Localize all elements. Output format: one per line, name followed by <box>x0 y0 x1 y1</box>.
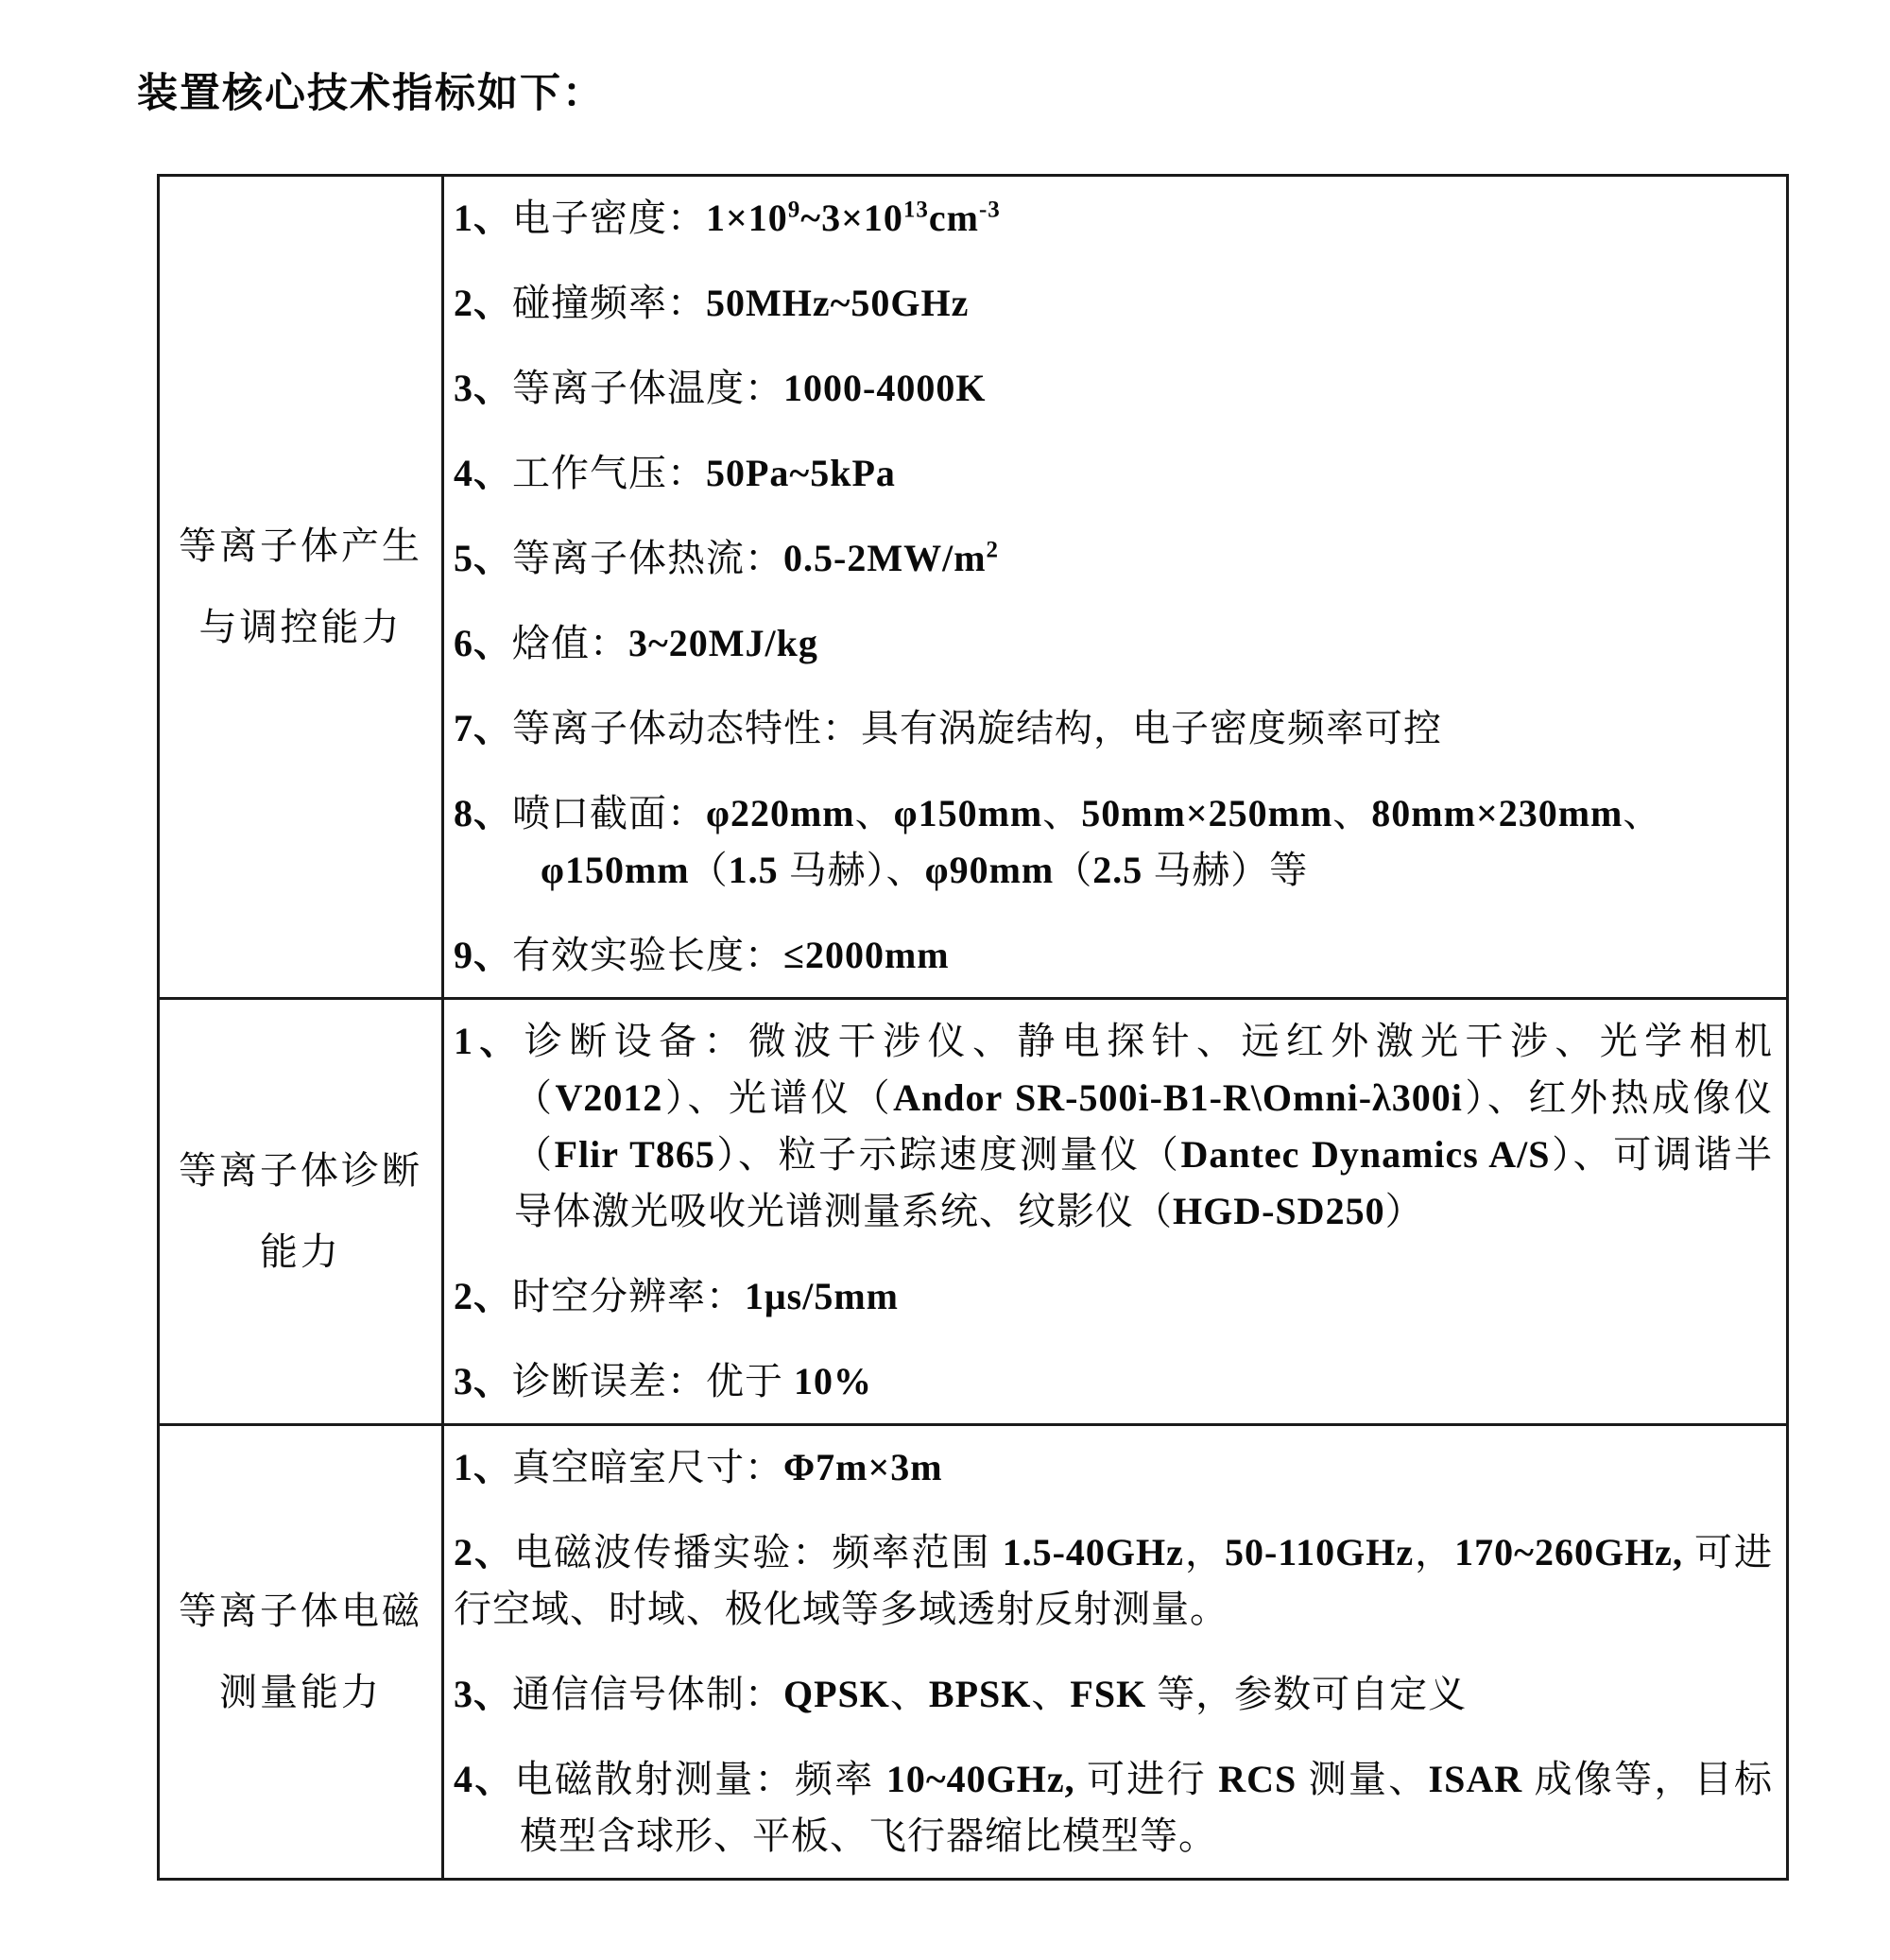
text-segment: 1、 <box>454 1020 524 1062</box>
text-segment: 10~40GHz, <box>885 1758 1075 1800</box>
spec-item <box>454 530 1773 587</box>
text-segment: 50mm×250mm <box>1081 792 1333 834</box>
text-segment: 诊断设备： <box>524 1020 748 1062</box>
text-segment: 可进行 <box>1074 1758 1219 1800</box>
text-segment: ）、粒子示踪速度测量仪（ <box>714 1133 1181 1176</box>
table-row-plasma-em-measurement <box>159 1425 1788 1880</box>
text-segment: 、 <box>1042 792 1082 834</box>
text-segment: 有效实验长度： <box>512 934 783 976</box>
text-segment: 3~20MJ/kg <box>628 622 818 664</box>
text-segment: 频率 <box>794 1758 886 1800</box>
spec-item <box>454 1439 1773 1496</box>
text-segment: 1、 <box>454 1446 512 1488</box>
spec-item <box>454 275 1773 332</box>
text-segment: 10% <box>794 1360 872 1402</box>
text-segment: ≤2000mm <box>783 934 950 976</box>
row-items-plasma-em-measurement <box>443 1425 1788 1880</box>
text-segment: 时空分辨率： <box>512 1275 745 1317</box>
spec-item <box>454 1666 1773 1723</box>
text-segment: 9、 <box>454 934 512 976</box>
text-segment: φ150mm <box>893 792 1043 834</box>
text-segment: 1.5 <box>728 849 789 891</box>
text-segment: ISAR <box>1428 1758 1523 1800</box>
text-segment: Flir T865 <box>554 1133 715 1176</box>
text-segment: 0.5-2MW/m <box>783 537 987 579</box>
text-segment: φ220mm <box>706 792 855 834</box>
text-segment: 2、 <box>454 1531 515 1573</box>
spec-item <box>454 927 1773 984</box>
text-segment: ）、 <box>866 849 925 891</box>
text-segment: 马赫 <box>1153 849 1231 891</box>
spec-item <box>454 360 1773 417</box>
spec-item <box>454 615 1773 672</box>
spec-item <box>454 1751 1773 1865</box>
text-segment: 马赫 <box>788 849 867 891</box>
text-segment: 1×10 <box>706 197 788 239</box>
text-segment: 5、 <box>454 537 512 579</box>
row-header-plasma-em-measurement <box>159 1425 443 1880</box>
text-segment: 3、 <box>454 367 512 409</box>
text-segment: HGD-SD250 <box>1173 1190 1385 1232</box>
text-segment: Dantec Dynamics A/S <box>1180 1133 1551 1176</box>
spec-item <box>454 445 1773 502</box>
text-segment: BPSK <box>928 1673 1032 1715</box>
row-header-plasma-generation <box>159 176 443 999</box>
text-segment: 4、 <box>454 452 512 494</box>
text-segment: 2、 <box>454 282 512 324</box>
spec-item <box>454 1524 1773 1638</box>
text-segment: 可进行空域、时域、极化域等多域透射反射测量。 <box>454 1531 1774 1630</box>
text-segment: Andor SR-500i-B1-R\Omni-λ300i <box>893 1076 1463 1119</box>
spec-table-body <box>159 176 1788 1880</box>
text-segment: ） <box>1384 1190 1424 1232</box>
text-segment: ， <box>1414 1531 1455 1573</box>
text-segment: 真空暗室尺寸： <box>512 1446 783 1488</box>
table-row-plasma-diagnosis <box>159 999 1788 1425</box>
text-segment: ）、红外热成​像仪（ <box>514 1076 1774 1176</box>
row-header-line: 测量能力 <box>219 1671 382 1713</box>
spec-item <box>454 785 1773 899</box>
row-header-line: 等离子体诊断 <box>179 1149 422 1192</box>
text-segment: cm <box>928 197 979 239</box>
table-row-plasma-generation <box>159 176 1788 999</box>
text-segment: 等离子体动态特性： <box>512 707 861 749</box>
spec-item <box>454 1013 1773 1240</box>
text-segment: Φ7m×3m <box>783 1446 943 1488</box>
text-segment: 碰撞频率： <box>512 282 706 324</box>
text-segment: 1μs/5mm <box>745 1275 899 1317</box>
row-header-plasma-diagnosis <box>159 999 443 1425</box>
superscript-text: 2 <box>986 537 1000 563</box>
text-segment: 微波干涉仪、静电探针、远红外激光干涉、光学相机（ <box>514 1020 1774 1119</box>
text-segment: 2、 <box>454 1275 512 1317</box>
text-segment: 诊断误差： <box>512 1360 706 1402</box>
row-header-line: 能力 <box>260 1230 341 1273</box>
page-title: 装置核心技术指标如下： <box>137 72 605 116</box>
text-segment: 、 <box>1332 792 1372 834</box>
text-segment: （ <box>689 849 729 891</box>
text-segment: （ <box>1054 849 1093 891</box>
text-segment: 1.5-40GHz <box>1002 1531 1184 1573</box>
text-segment: 3、 <box>454 1360 512 1402</box>
text-segment: 6、 <box>454 622 512 664</box>
row-header-line: 等离子体产生 <box>179 524 422 567</box>
text-segment: φ150mm <box>541 849 690 891</box>
text-segment: ）、光谱仪（ <box>662 1076 894 1119</box>
text-segment: 、 <box>1031 1673 1071 1715</box>
text-segment: ， <box>1183 1531 1225 1573</box>
row-header-line: 与调控能力 <box>198 606 403 648</box>
text-segment: 50MHz~50GHz <box>706 282 970 324</box>
row-header-line: 等离子体电磁 <box>179 1590 422 1632</box>
spec-table <box>157 174 1789 1881</box>
row-items-plasma-diagnosis <box>443 999 1788 1425</box>
text-segment: 170~260GHz, <box>1454 1531 1683 1573</box>
text-segment: 50Pa~5kPa <box>706 452 896 494</box>
text-segment: 电子密度： <box>512 197 706 239</box>
text-segment: 、 <box>854 792 894 834</box>
superscript-text: 9 <box>787 197 801 223</box>
superscript-text: -3 <box>978 197 1001 223</box>
text-segment: 具有涡旋结构，电子密度频率可控 <box>861 707 1442 749</box>
spec-item <box>454 700 1773 757</box>
text-segment: 、 <box>1623 792 1662 834</box>
text-segment: 电磁散射测量： <box>514 1758 795 1800</box>
text-segment: 7、 <box>454 707 512 749</box>
text-segment: 成像等，目标模型含球形、平板、飞行器缩比模型等。 <box>520 1758 1774 1857</box>
text-segment: 优于 <box>706 1360 794 1402</box>
text-segment: 焓值： <box>512 622 628 664</box>
text-segment: RCS <box>1218 1758 1297 1800</box>
text-segment: ~3×10 <box>800 197 903 239</box>
text-segment: ）、可调谐半导体激光吸收光谱测量系统、纹影仪（ <box>514 1133 1774 1232</box>
text-segment: 3、 <box>454 1673 512 1715</box>
text-segment: 等，参数可自定义 <box>1146 1673 1468 1715</box>
text-segment: 通信信号体制： <box>512 1673 783 1715</box>
text-segment: 测量、 <box>1297 1758 1429 1800</box>
text-segment: 频率范围 <box>832 1531 1003 1573</box>
spec-item <box>454 1353 1773 1410</box>
text-segment: FSK <box>1070 1673 1147 1715</box>
text-segment: 8、 <box>454 792 512 834</box>
text-segment: 等离子体热流： <box>512 537 783 579</box>
text-segment: 工作气压： <box>512 452 706 494</box>
text-segment: 1、 <box>454 197 512 239</box>
superscript-text: 13 <box>902 197 929 223</box>
spec-item <box>454 190 1773 247</box>
text-segment: 1000-4000K <box>783 367 987 409</box>
text-segment: 电磁波传播实验： <box>514 1531 833 1573</box>
text-segment: QPSK <box>783 1673 890 1715</box>
spec-item <box>454 1268 1773 1325</box>
text-segment: 等离子体温度： <box>512 367 783 409</box>
text-segment: ）等 <box>1230 849 1309 891</box>
text-segment: φ90mm <box>924 849 1055 891</box>
text-segment: 、 <box>889 1673 929 1715</box>
text-segment: 50-110GHz <box>1224 1531 1415 1573</box>
text-segment: V2012 <box>555 1076 663 1119</box>
text-segment: 喷口截面： <box>512 792 706 834</box>
text-segment: 4、 <box>454 1758 515 1800</box>
text-segment: 80mm×230mm <box>1371 792 1624 834</box>
row-items-plasma-generation <box>443 176 1788 999</box>
text-segment: 2.5 <box>1092 849 1154 891</box>
